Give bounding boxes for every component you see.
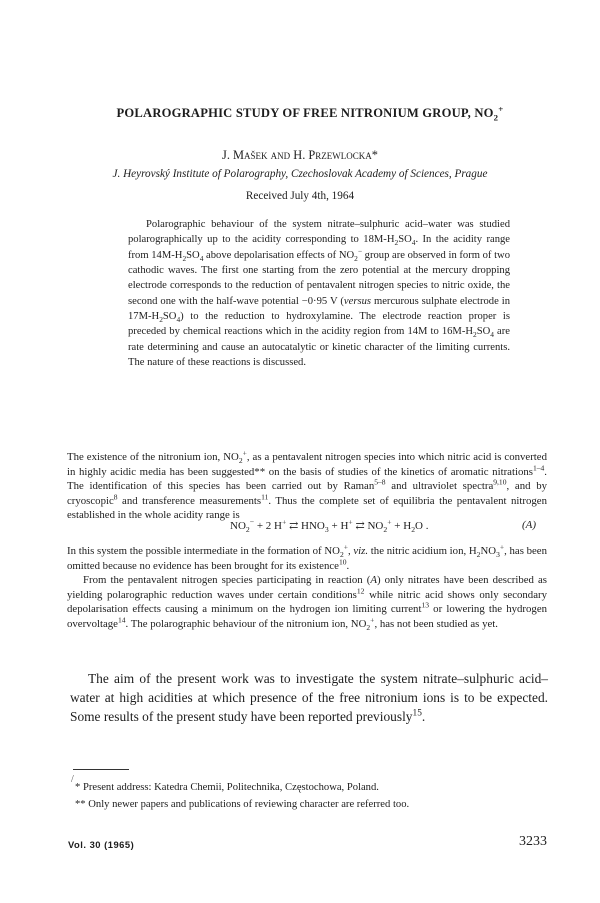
body-paragraph: In this system the possible intermediate in the formation of $NO_2^+$, viz. the nitric acidium ion, $H_2NO_3^+$, has been omitted because no evidence has been brought for its existence$^{10}$. (67, 542, 547, 572)
abstract (128, 217, 510, 370)
body-section (67, 544, 547, 632)
equation-label: (A) (522, 519, 537, 531)
footnote-rule (73, 769, 129, 770)
article-title: POLAROGRAPHIC STUDY OF FREE NITRONIUM GROUP, $NO_2^+$ (116, 103, 504, 123)
author-line: J. Mašek and H. Przewlocka* (222, 148, 378, 162)
equation-body: $NO_2^- + 2$ H+ ⇄ $HNO_3 + H^+$ ⇄ $NO_2^+ + H_2O$ . (230, 517, 429, 535)
volume-info: Vol. 30 (1965) (68, 839, 135, 850)
institution-line: J. Heyrovský Institute of Polarography, Czechoslovak Academy of Sciences, Prague (112, 168, 488, 180)
footnote-references: ** Only newer papers and publications of reviewing character are referred too. (75, 799, 410, 810)
page-number: 3233 (519, 834, 547, 849)
margin-mark: / (71, 774, 74, 785)
body-paragraph: The existence of the nitronium ion, $NO_2^+$, as a pentavalent nitrogen species into which nitric acid is converted in highly acidic media has been suggested** on the basis of studies of the kinetics of aromatic nitrations$^{1-4}$. The identification of this species has been carried out by Raman$^{5-8}$ and ultraviolet spectra$^{9,10}$, and by cryoscopic$^8$ and transference measurements$^{11}$. Thus the complete set of equilibria the pentavalent nitrogen established in the whole acidity range is (67, 448, 548, 522)
abstract-paragraph: Polarographic behaviour of the system nitrate–sulphuric acid–water was studied polarographically up to the acidity corresponding to $18M-H_2SO_4$. In the acidity range from $14M-H_2SO_4$ above depolarisation effects of $NO_2^-$ group are observed in form of two cathodic waves. The first one starting from the zero potential at the mercury dropping electrode corresponds to the reduction of pentavalent nitrogen species to nitric oxide, the second one with the half-wave potential −0·95 V (versus mercurous sulphate electrode in $17M-H_2SO_4$) to the reduction to hydroxylamine. The electrode reaction proper is preceded by chemical reactions which in the acidity region from 14M to $16M-H_2SO_4$ are rate determining and cause an autocatalytic or kinetic character of the limiting currents. The nature of these reactions is discussed. (128, 219, 510, 369)
footnotes (75, 779, 555, 813)
body-paragraph: From the pentavalent nitrogen species participating in reaction (A) only nitrates have been described as yielding polarographic reduction waves under certain conditions$^{12}$ while nitric acid shows only secondary depolarisation effects causing a minimum on the hydrogen ion limiting current$^{13}$ or lowering the hydrogen overvoltage$^{14}$. The polarographic behaviour of the nitronium ion, $NO_2^+$, has not been studied as yet. (67, 574, 548, 633)
aim-paragraph: The aim of the present work was to investigate the system nitrate–sulphuric acid–water at high acidities at which presence of the free nitronium ions is to be expected. Some results of the present study have been reported previously$^{15}$. (70, 671, 548, 724)
footnote-present-address: * Present address: Katedra Chemii, Politechnika, Częstochowa, Poland. (75, 782, 379, 793)
received-date: Received July 4th, 1964 (245, 190, 355, 202)
aim-section (70, 669, 548, 726)
intro-section (67, 450, 547, 523)
